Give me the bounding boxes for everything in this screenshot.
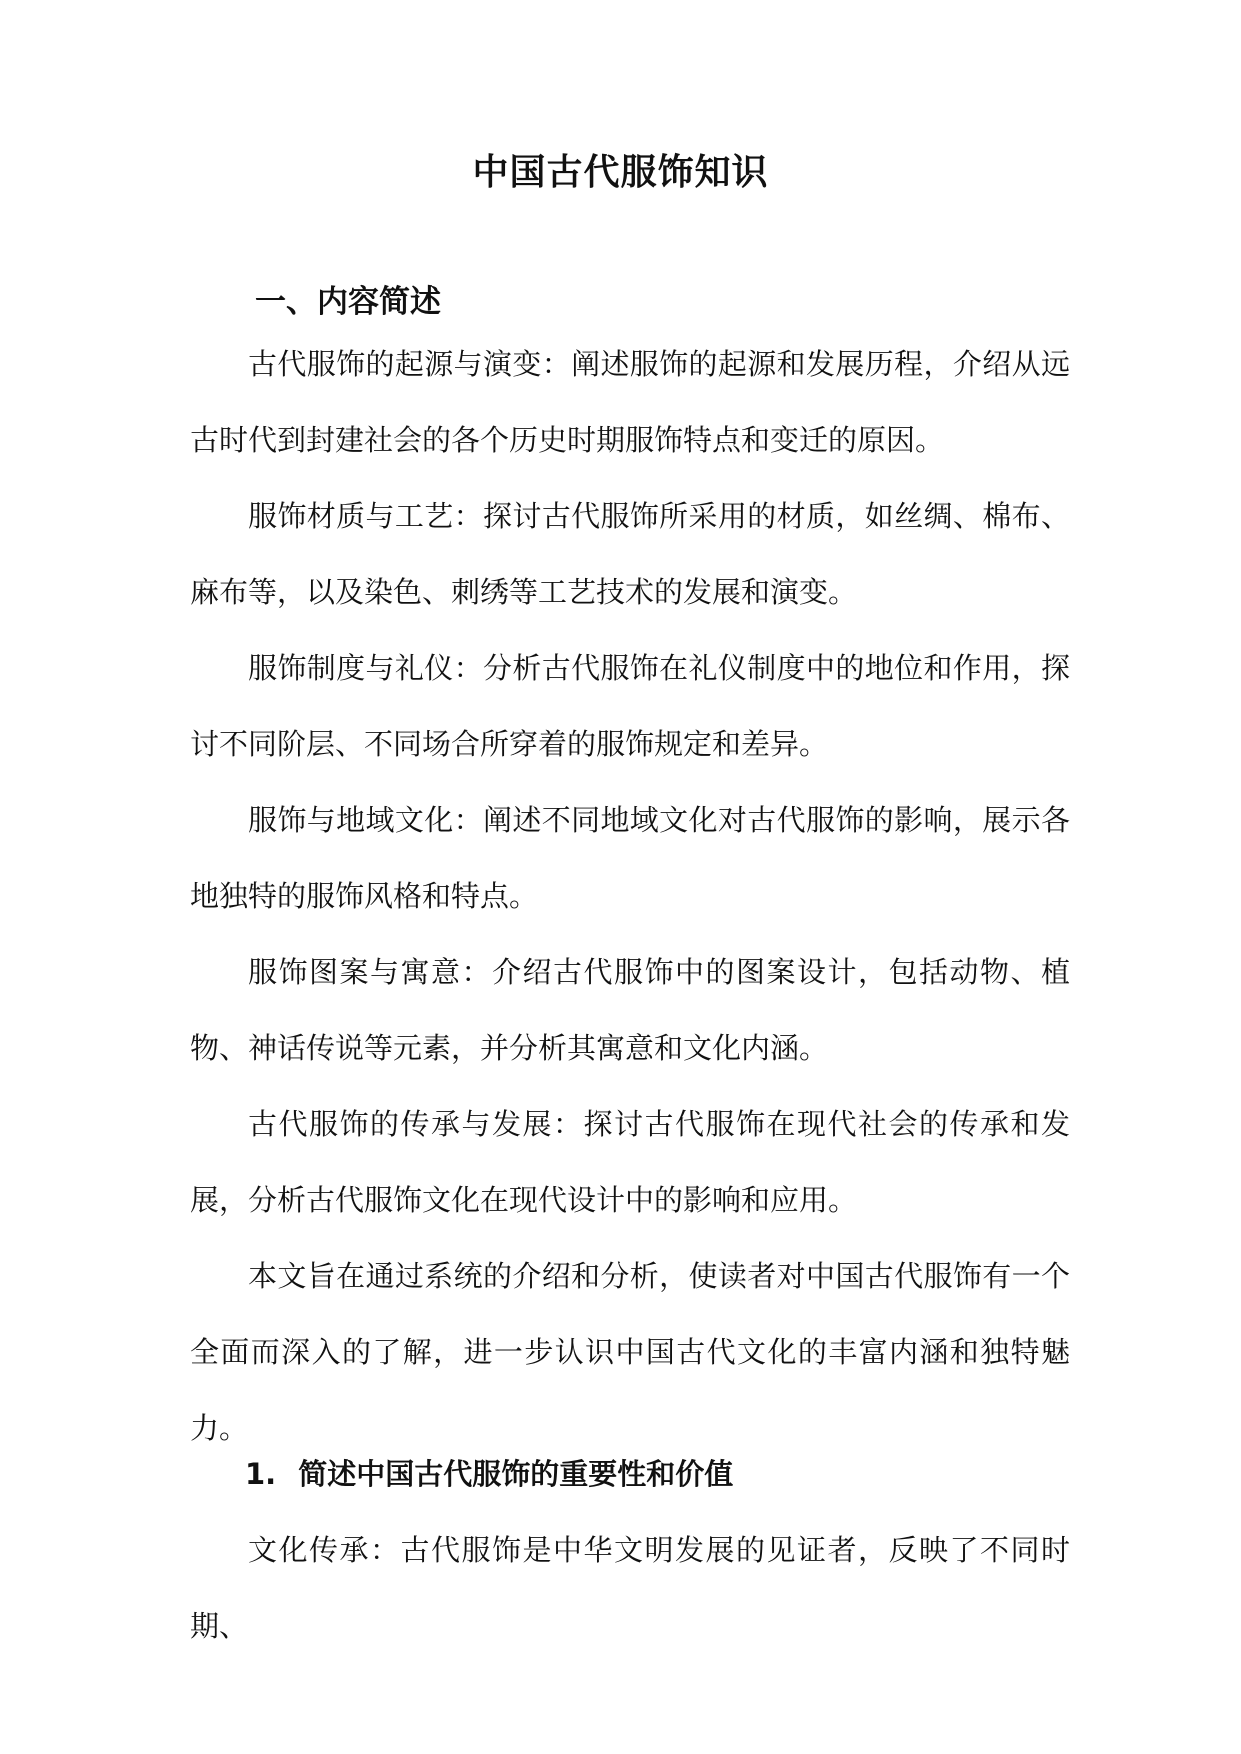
paragraph-cultural-heritage: 文化传承：古代服饰是中华文明发展的见证者，反映了不同时期、	[190, 1533, 1070, 1643]
subsection-title: 简述中国古代服饰的重要性和价值	[298, 1457, 734, 1491]
paragraph-origin-evolution: 古代服饰的起源与演变：阐述服饰的起源和发展历程，介绍从远古时代到封建社会的各个历史时期服饰特点和变迁的原因。	[190, 347, 1070, 457]
paragraph-regional-culture: 服饰与地域文化：阐述不同地域文化对古代服饰的影响，展示各地独特的服饰风格和特点。	[190, 803, 1070, 913]
paragraph-material-craft: 服饰材质与工艺：探讨古代服饰所采用的材质，如丝绸、棉布、麻布等，以及染色、刺绣等工艺技术的发展和演变。	[190, 499, 1070, 609]
paragraph-patterns-meaning: 服饰图案与寓意：介绍古代服饰中的图案设计，包括动物、植物、神话传说等元素，并分析其寓意和文化内涵。	[190, 955, 1070, 1065]
subsection-heading	[245, 1452, 733, 1496]
subsection-number: 1.	[245, 1457, 277, 1491]
paragraph-purpose: 本文旨在通过系统的介绍和分析，使读者对中国古代服饰有一个全面而深入的了解，进一步认识中国古代文化的丰富内涵和独特魅力。	[190, 1259, 1070, 1445]
paragraph-system-etiquette: 服饰制度与礼仪：分析古代服饰在礼仪制度中的地位和作用，探讨不同阶层、不同场合所穿着的服饰规定和差异。	[190, 651, 1070, 761]
section-heading: 一、内容简述	[255, 284, 441, 320]
document-title: 中国古代服饰知识	[472, 152, 769, 193]
paragraph-inheritance-development: 古代服饰的传承与发展：探讨古代服饰在现代社会的传承和发展，分析古代服饰文化在现代设计中的影响和应用。	[190, 1107, 1070, 1217]
